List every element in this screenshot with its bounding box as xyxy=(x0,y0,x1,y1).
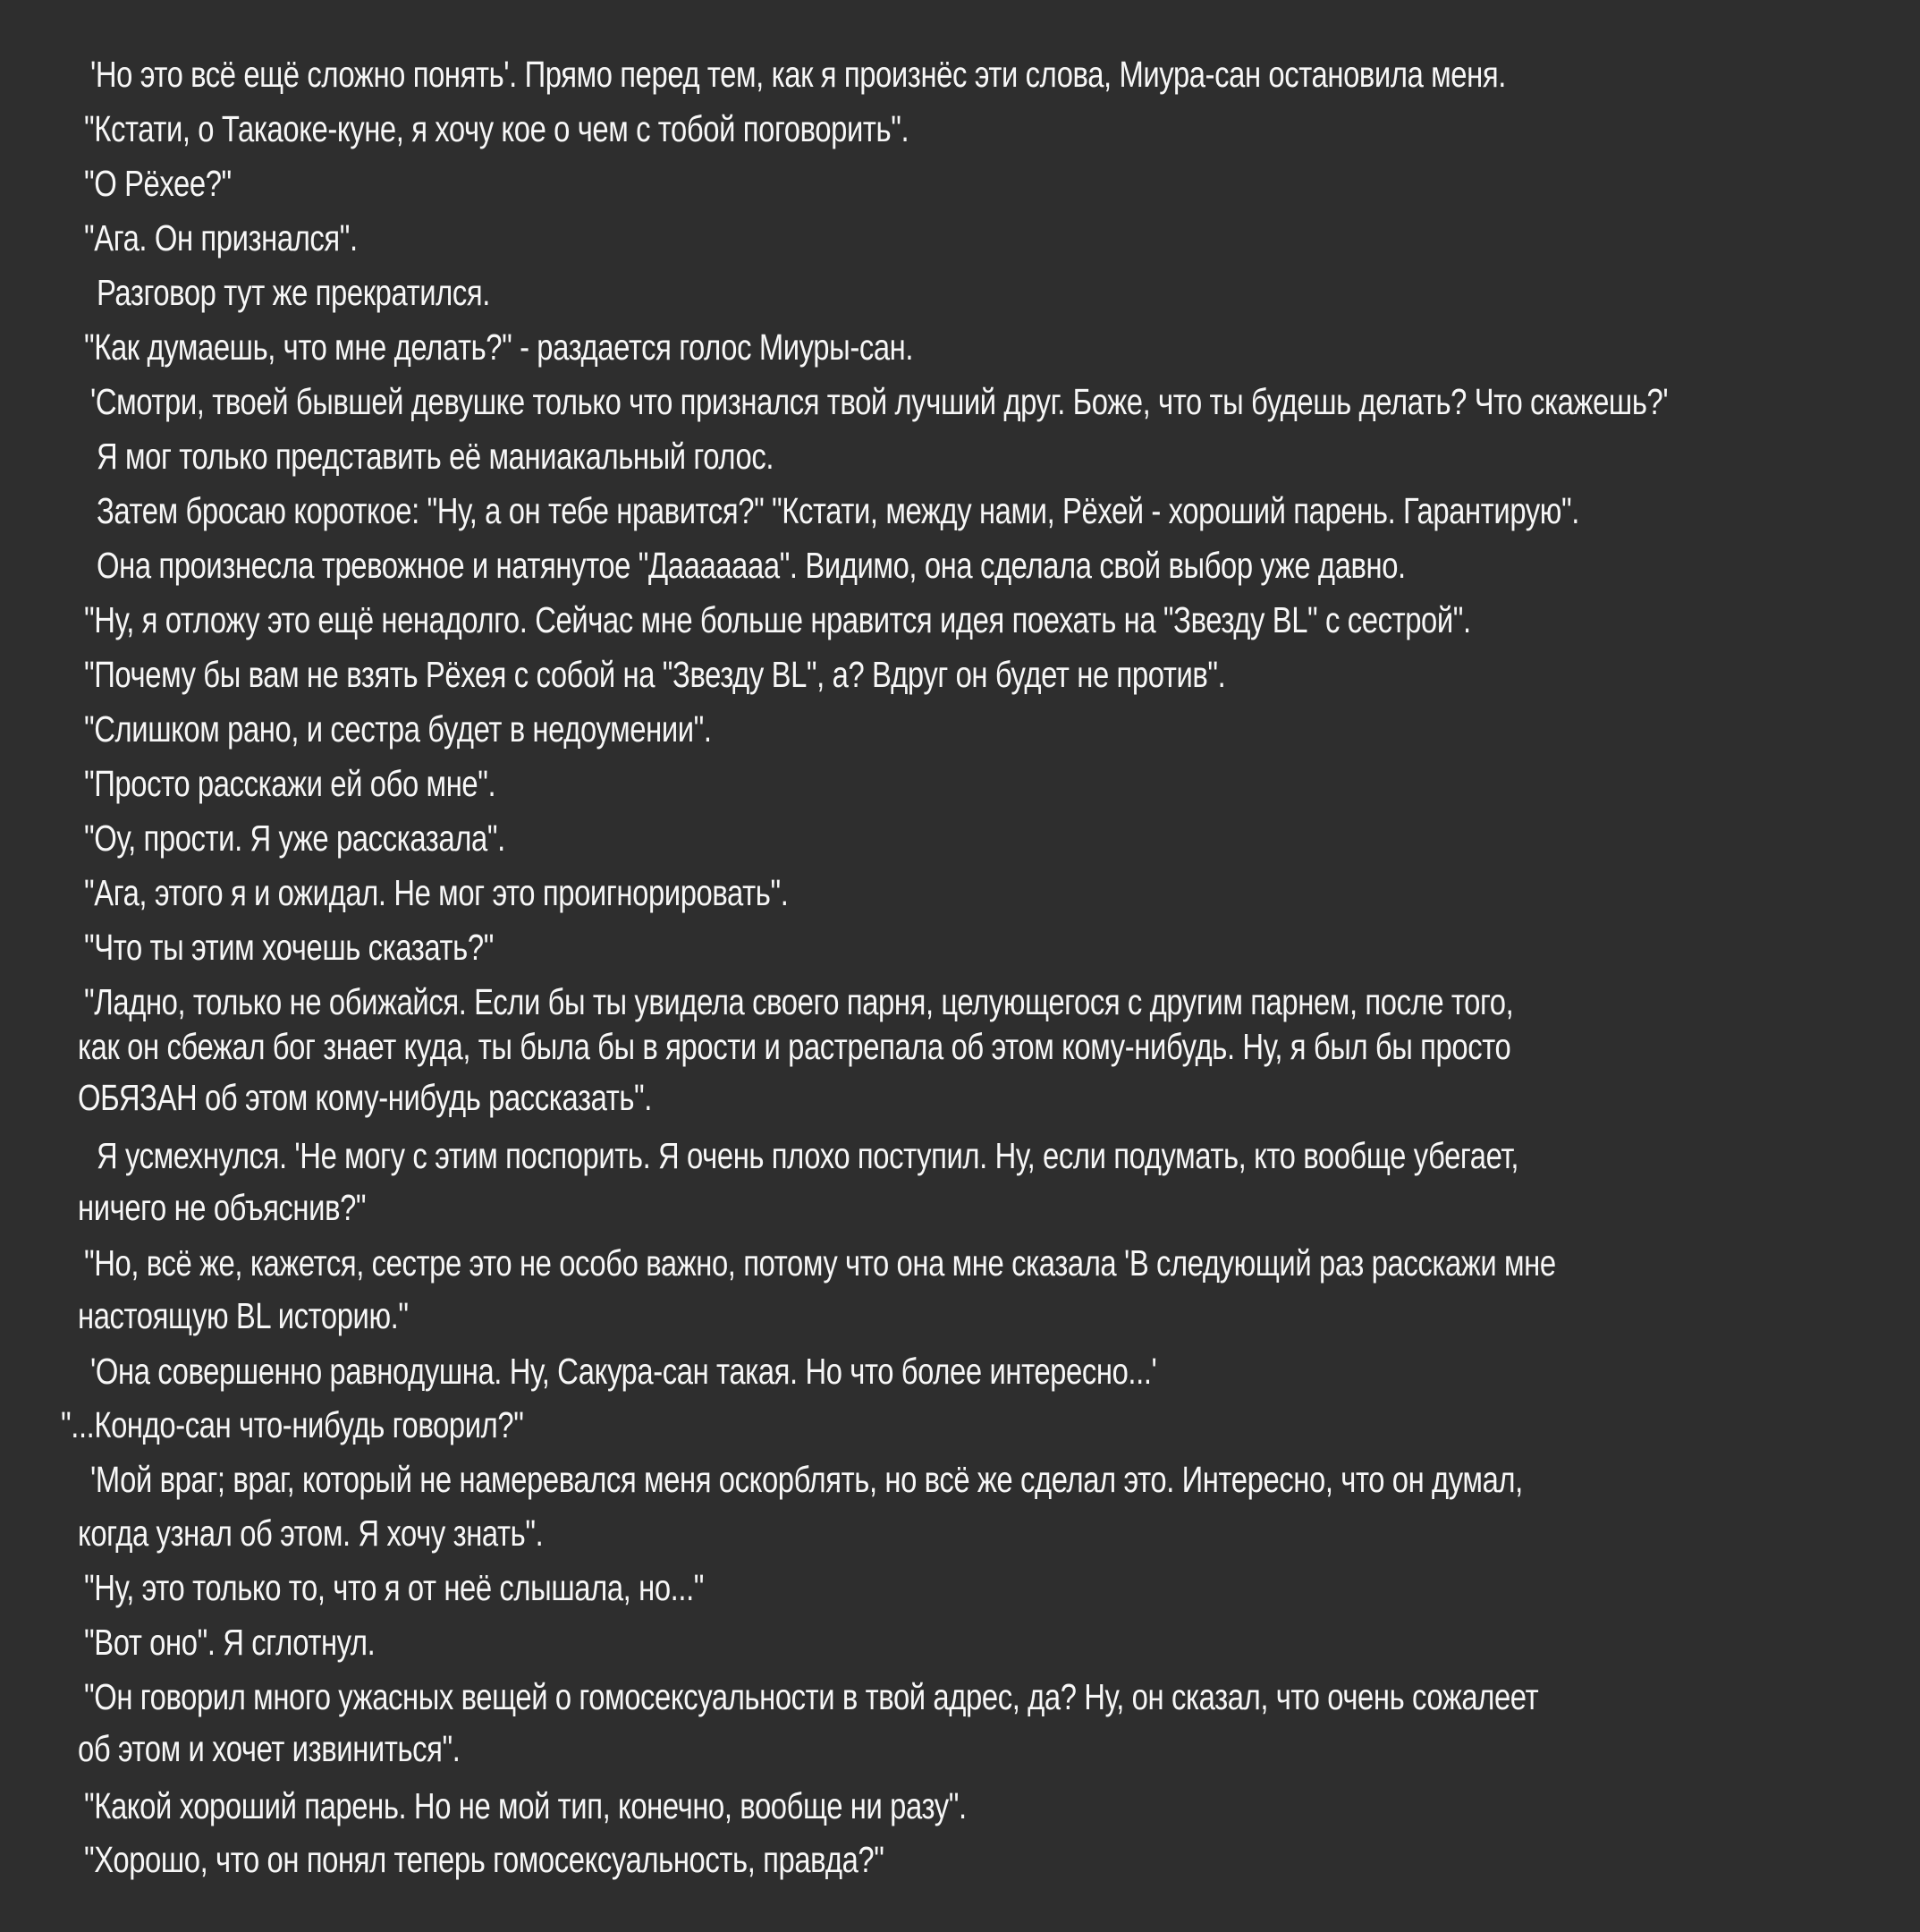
text-line: ОБЯЗАН об этом кому-нибудь рассказать". xyxy=(78,1077,652,1118)
text-line: "Ага, этого я и ожидал. Не мог это проигнорировать". xyxy=(84,872,789,913)
text-line: "Что ты этим хочешь сказать?" xyxy=(84,927,494,968)
text-line: "Просто расскажи ей обо мне". xyxy=(84,763,496,804)
text-line: "Ага. Он признался". xyxy=(84,217,358,258)
text-line: 'Но это всё ещё сложно понять'. Прямо перед тем, как я произнёс эти слова, Миура-сан остановила меня. xyxy=(90,54,1506,95)
text-line: 'Мой враг; враг, который не намеревался меня оскорблять, но всё же сделал это. Интересно, что он думал, xyxy=(90,1459,1523,1500)
text-line: "Какой хороший парень. Но не мой тип, конечно, вообще ни разу". xyxy=(84,1785,967,1826)
text-line: "Но, всё же, кажется, сестре это не особо важно, потому что она мне сказала 'В следующий раз расскажи мне xyxy=(84,1242,1556,1284)
text-line: 'Она совершенно равнодушна. Ну, Сакура-сан такая. Но что более интересно...' xyxy=(90,1351,1157,1392)
text-line: "Вот оно". Я сглотнул. xyxy=(84,1622,376,1663)
text-line: "Ладно, только не обижайся. Если бы ты увидела своего парня, целующегося с другим парнем, после того, xyxy=(84,981,1514,1022)
text-line: ничего не объяснив?" xyxy=(78,1187,367,1228)
text-line: "...Кондо-сан что-нибудь говорил?" xyxy=(61,1404,524,1445)
text-line: "Кстати, о Такаоке-куне, я хочу кое о чем с тобой поговорить". xyxy=(84,108,909,149)
text-line: "Слишком рано, и сестра будет в недоумении". xyxy=(84,708,712,750)
text-line: "Ну, я отложу это ещё ненадолго. Сейчас мне больше нравится идея поехать на "Звезду BL" с сестрой". xyxy=(84,599,1471,640)
text-line: Разговор тут же прекратился. xyxy=(97,272,490,313)
text-line: "О Рёхее?" xyxy=(84,163,232,204)
text-line: "Оу, прости. Я уже рассказала". xyxy=(84,818,505,859)
text-line: "Почему бы вам не взять Рёхея с собой на "Звезду BL", а? Вдруг он будет не против". xyxy=(84,654,1226,695)
text-line: Я мог только представить её маниакальный голос. xyxy=(97,436,774,477)
text-line: "Он говорил много ужасных вещей о гомосексуальности в твой адрес, да? Ну, он сказал, что очень сожалеет xyxy=(84,1676,1539,1717)
text-line: об этом и хочет извиниться". xyxy=(78,1728,461,1769)
text-line: Я усмехнулся. 'Не могу с этим поспорить. Я очень плохо поступил. Ну, если подумать, кто вообще убегает, xyxy=(97,1135,1519,1176)
text-line: "Ну, это только то, что я от неё слышала, но..." xyxy=(84,1567,705,1608)
text-line: Затем бросаю короткое: "Ну, а он тебе нравится?" "Кстати, между нами, Рёхей - хороший парень. Гарантирую". xyxy=(97,490,1579,531)
text-line: настоящую BL историю." xyxy=(78,1295,409,1336)
text-line: когда узнал об этом. Я хочу знать". xyxy=(78,1513,544,1554)
text-line: "Как думаешь, что мне делать?" - раздается голос Миуры-сан. xyxy=(84,326,914,368)
text-line: "Хорошо, что он понял теперь гомосексуальность, правда?" xyxy=(84,1839,884,1880)
text-line: 'Смотри, твоей бывшей девушке только что признался твой лучший друг. Боже, что ты будешь делать? Что скажешь?' xyxy=(90,381,1669,422)
text-line: Она произнесла тревожное и натянутое "Дааааааа". Видимо, она сделала свой выбор уже давно. xyxy=(97,545,1406,586)
text-line: как он сбежал бог знает куда, ты была бы в ярости и растрепала об этом кому-нибудь. Ну, я был бы просто xyxy=(78,1026,1511,1067)
